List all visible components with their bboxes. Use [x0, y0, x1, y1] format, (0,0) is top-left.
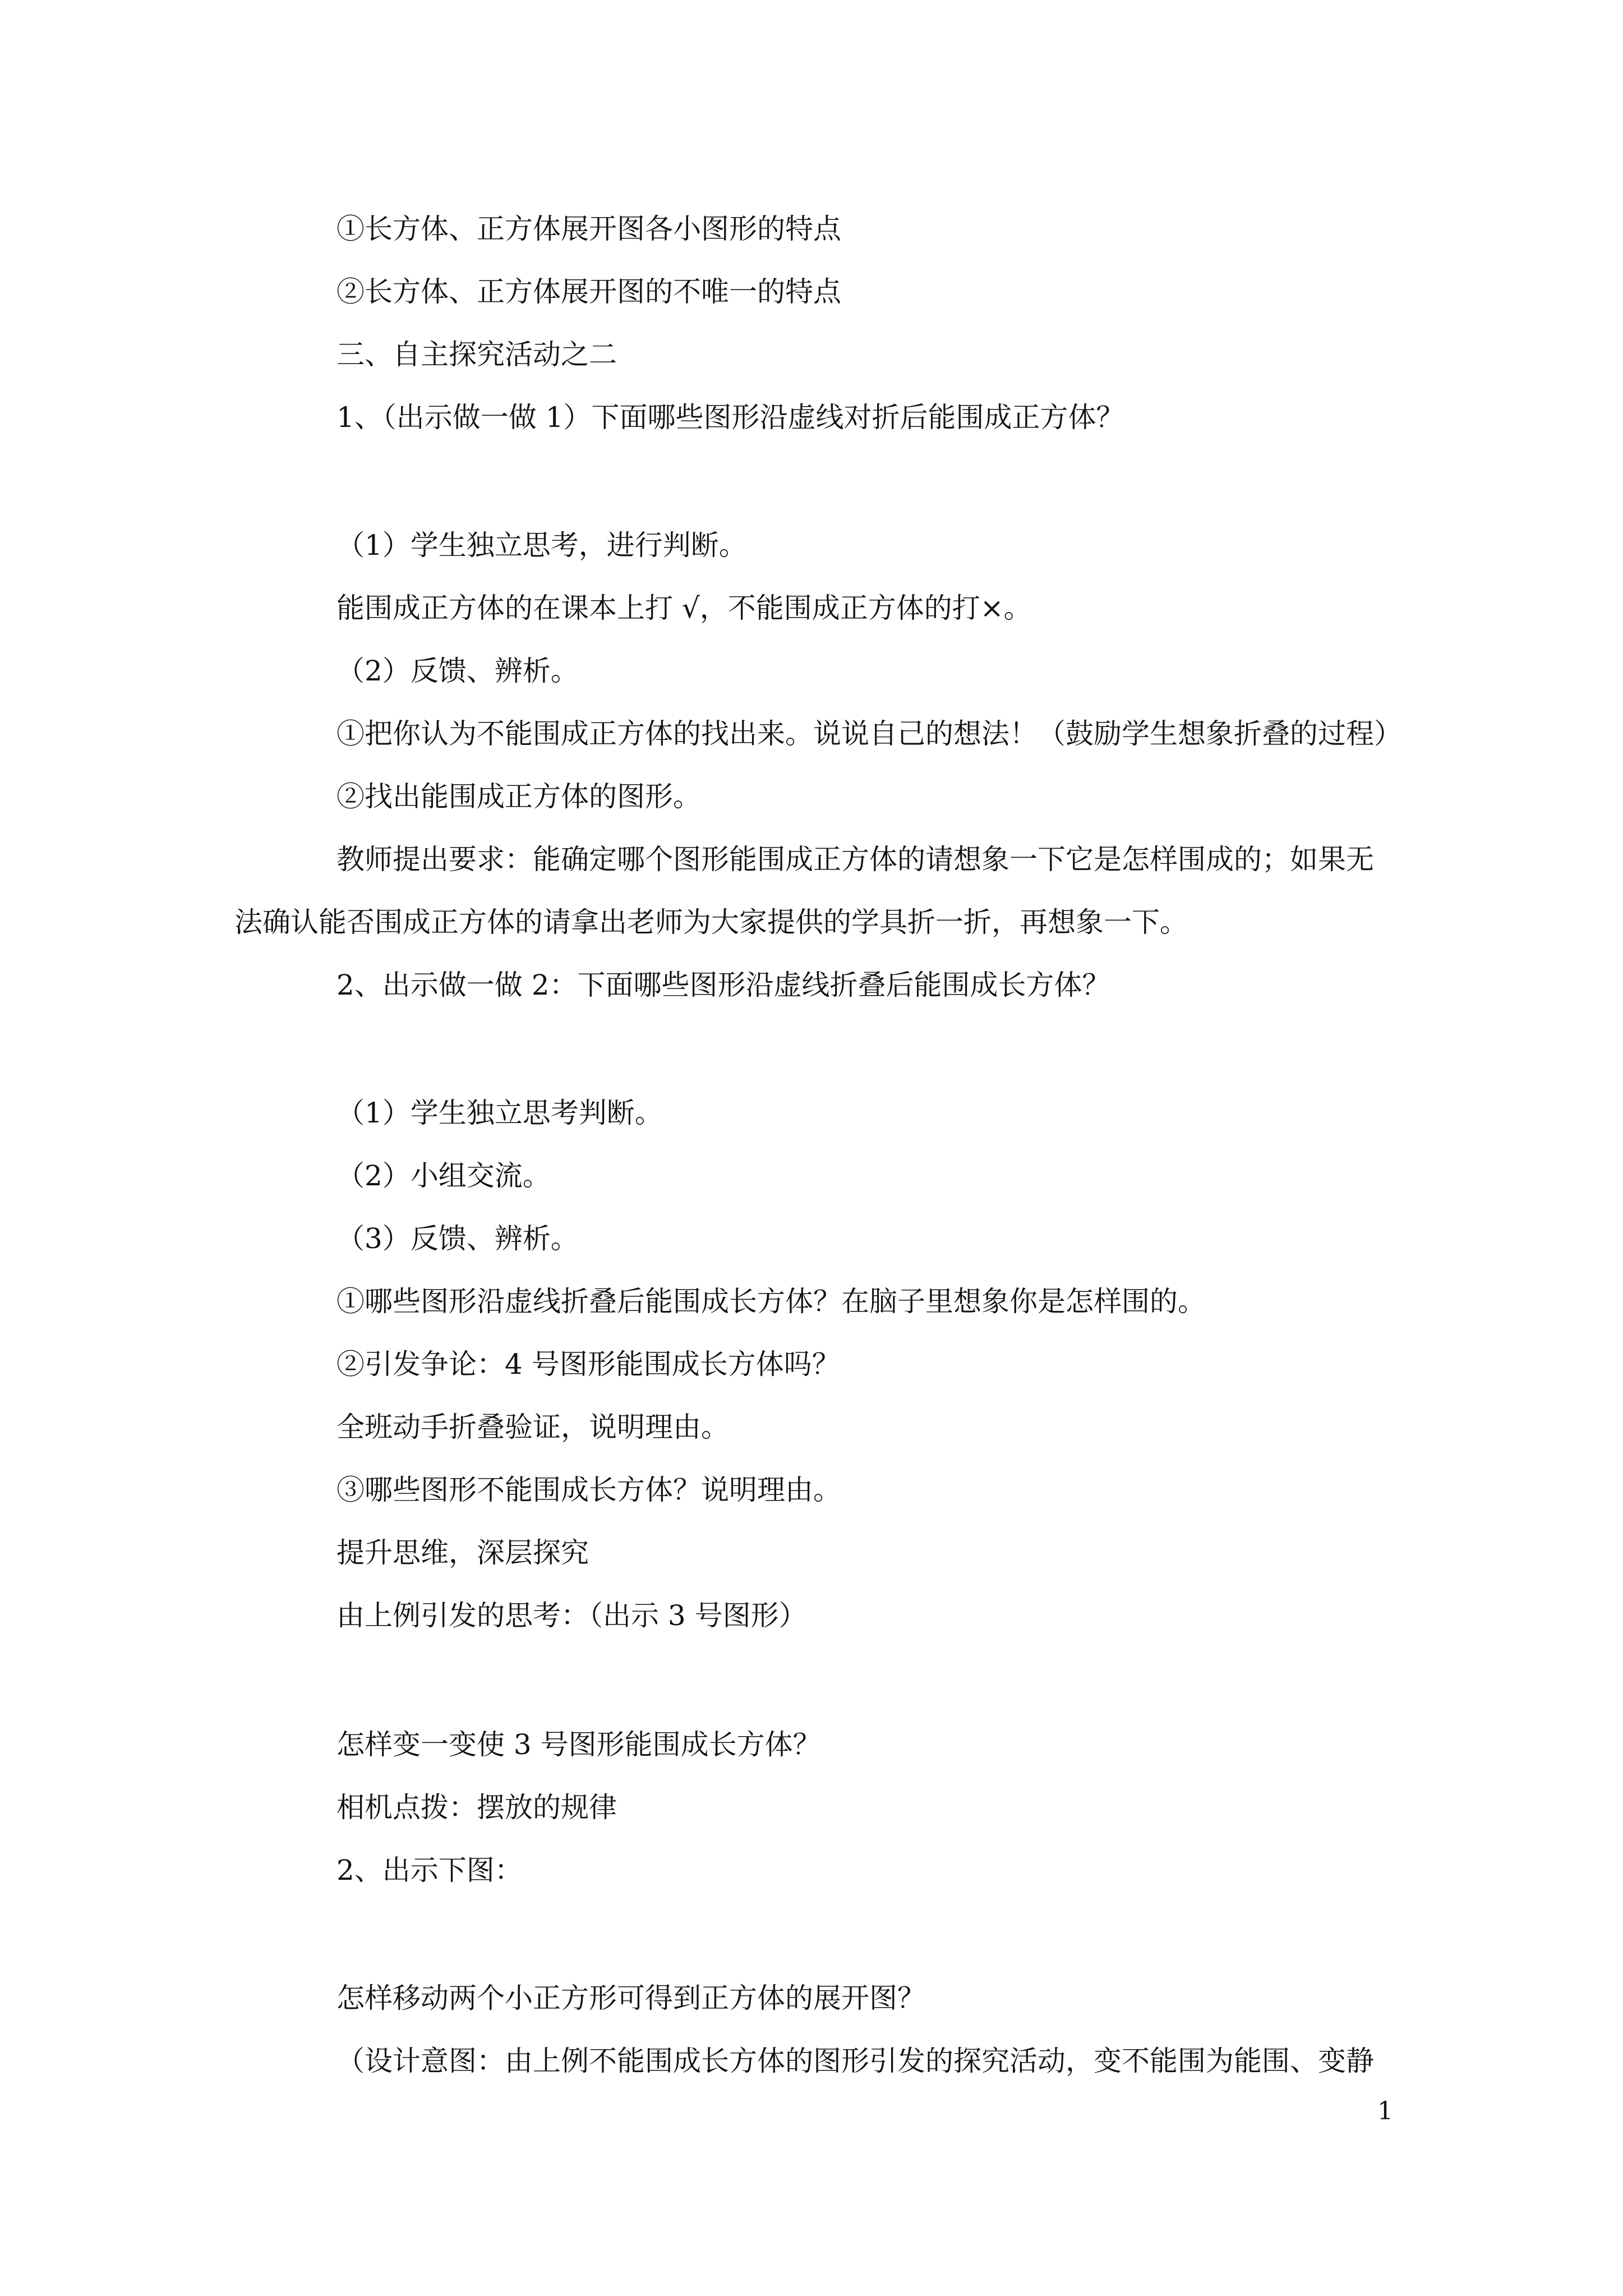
text-line: 提升思维，深层探究 [336, 1536, 589, 1569]
text-line: 1、（出示做一做 1）下面哪些图形沿虚线对折后能围成正方体？ [336, 401, 1124, 434]
text-line: ①长方体、正方体展开图各小图形的特点 [336, 213, 841, 245]
text-line: 怎样移动两个小正方形可得到正方体的展开图？ [336, 1982, 925, 2014]
page-number: 1 [1377, 2097, 1393, 2125]
text-line: 2、出示下图： [336, 1854, 523, 1887]
text-line: ②引发争论：4 号图形能围成长方体吗？ [336, 1348, 840, 1381]
text-line: 2、出示做一做 2：下面哪些图形沿虚线折叠后能围成长方体？ [336, 969, 1110, 1001]
text-line: 法确认能否围成正方体的请拿出老师为大家提供的学具折一折，再想象一下。 [234, 906, 1188, 938]
text-line: 能围成正方体的在课本上打 √，不能围成正方体的打×。 [336, 592, 1032, 624]
text-line: 全班动手折叠验证，说明理由。 [336, 1411, 729, 1443]
text-line: （2）反馈、辨析。 [336, 655, 579, 687]
text-line: 怎样变一变使 3 号图形能围成长方体？ [336, 1728, 821, 1761]
section-heading: 三、自主探究活动之二 [336, 338, 617, 371]
text-line: （设计意图：由上例不能围成长方体的图形引发的探究活动，变不能围为能围、变静 [336, 2045, 1374, 2077]
text-line: （1）学生独立思考判断。 [336, 1097, 663, 1129]
text-line: ②找出能围成正方体的图形。 [336, 780, 701, 813]
text-line: 相机点拨：摆放的规律 [336, 1791, 617, 1824]
text-line: （1）学生独立思考，进行判断。 [336, 529, 747, 562]
text-line: ③哪些图形不能围成长方体？说明理由。 [336, 1474, 841, 1506]
text-line: ①把你认为不能围成正方体的找出来。说说自己的想法！（鼓励学生想象折叠的过程） [336, 717, 1402, 750]
text-line: ①哪些图形沿虚线折叠后能围成长方体？在脑子里想象你是怎样围的。 [336, 1285, 1206, 1318]
text-line: ②长方体、正方体展开图的不唯一的特点 [336, 275, 841, 308]
text-line: 教师提出要求：能确定哪个图形能围成正方体的请想象一下它是怎样围成的；如果无 [336, 843, 1374, 876]
text-line: 由上例引发的思考：（出示 3 号图形） [336, 1599, 807, 1632]
text-line: （3）反馈、辨析。 [336, 1222, 579, 1255]
text-line: （2）小组交流。 [336, 1159, 551, 1192]
